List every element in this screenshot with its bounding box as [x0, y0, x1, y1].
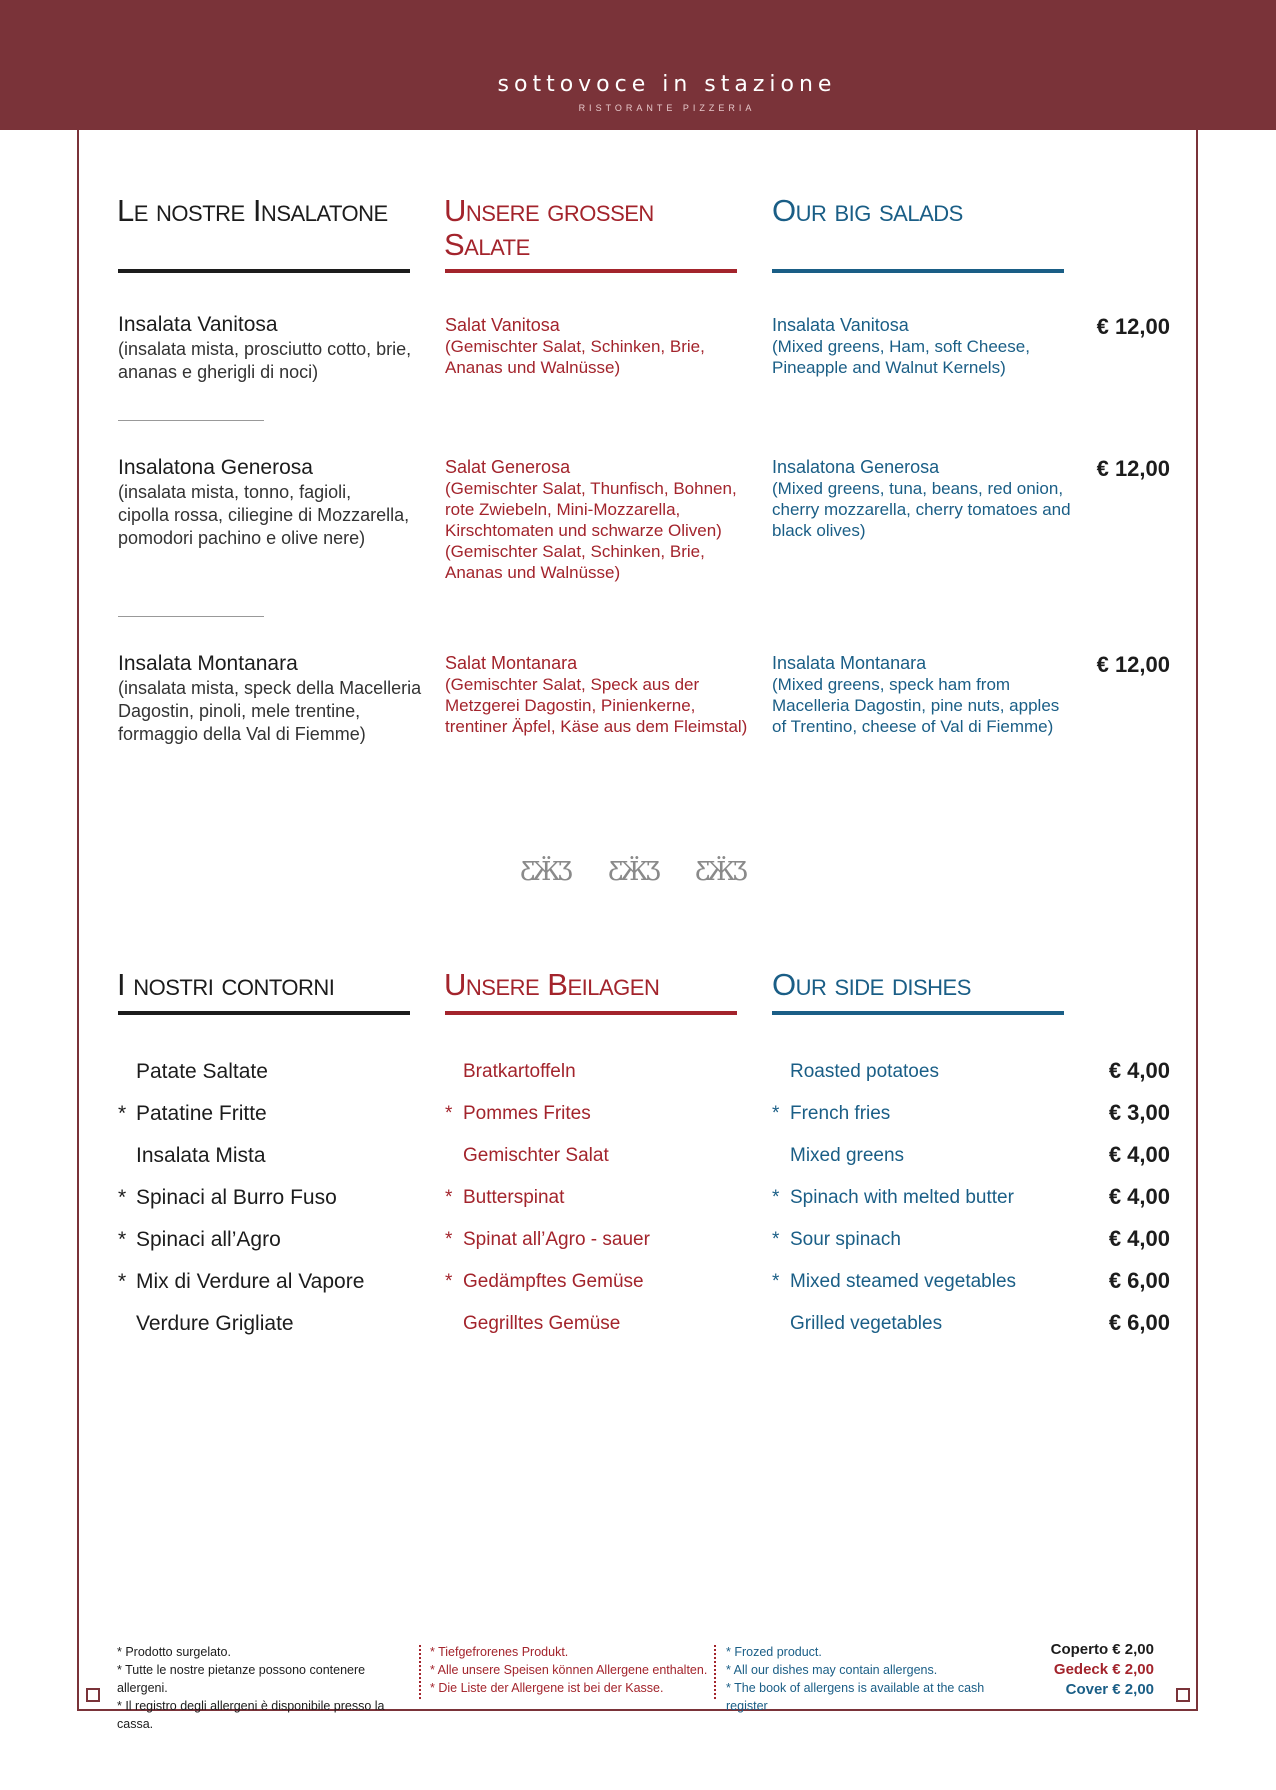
side-item-en [772, 1185, 1072, 1213]
side-item-label: Insalata Mista [136, 1144, 266, 1167]
side-item-label: Roasted potatoes [790, 1061, 939, 1082]
side-item-label: Verdure Grigliate [136, 1312, 294, 1335]
side-item-en [772, 1143, 1072, 1171]
side-item-de [445, 1059, 745, 1087]
salad-item-en: Insalata Montanara (Mixed greens, speck ham from Macelleria Dagostin, pine nuts, apples of Trentino, cheese of Val di Fiemme) [772, 653, 1060, 736]
side-item-it [118, 1142, 418, 1170]
price: € 4,00 [1108, 1142, 1170, 1167]
title-underline [118, 269, 410, 273]
side-item-label: Patatine Fritte [136, 1102, 267, 1125]
frozen-marker: * [445, 1229, 453, 1250]
price: € 3,00 [1108, 1100, 1170, 1125]
side-item-label: Grilled vegetables [790, 1313, 943, 1334]
side-item-en [772, 1311, 1072, 1339]
price: € 6,00 [1108, 1268, 1170, 1293]
footer-notes-de: * Tiefgefrorenes Produkt. * Alle unsere Speisen können Allergene enthalten. * Die Liste der Allergene ist bei der Kasse. [430, 1645, 708, 1695]
ornament-divider: ƸӜƷ [520, 857, 570, 887]
frame-corner-ornament [86, 1688, 100, 1702]
salad-item-de: Salat Vanitosa (Gemischter Salat, Schinken, Brie, Ananas und Walnüsse) [445, 315, 705, 377]
side-item-label: Mixed greens [790, 1145, 905, 1166]
price: € 12,00 [1096, 456, 1170, 481]
side-item-de [445, 1101, 745, 1129]
side-item-en [772, 1269, 1072, 1297]
brand-subtitle: RISTORANTE PIZZERIA [578, 103, 756, 113]
sides-title-de: Unsere Beilagen [444, 967, 660, 1002]
price: € 12,00 [1096, 314, 1170, 339]
side-item-it [118, 1226, 418, 1254]
side-item-label: Gemischter Salat [463, 1145, 609, 1166]
cover-charge: Coperto € 2,00 Gedeck € 2,00 Cover € 2,00 [1050, 1641, 1154, 1698]
side-item-label: Butterspinat [463, 1187, 565, 1208]
side-item-label: Mixed steamed vegetables [790, 1271, 1017, 1292]
frozen-marker: * [118, 1102, 127, 1125]
side-item-label: Mix di Verdure al Vapore [136, 1270, 365, 1293]
frozen-marker: * [772, 1229, 780, 1250]
frame-corner-ornament [1176, 1688, 1190, 1702]
footer-notes-en: * Frozed product. * All our dishes may contain allergens. * The book of allergens is available at the cash register [726, 1645, 985, 1713]
frozen-marker: * [772, 1187, 780, 1208]
salads-title-it: Le nostre Insalatone [117, 193, 388, 228]
side-item-de [445, 1185, 745, 1213]
salads-title-en: Our big salads [772, 193, 963, 228]
side-item-en [772, 1059, 1072, 1087]
footer-notes-it: * Prodotto surgelato. * Tutte le nostre pietanze possono contenere allergeni. * Il registro degli allergeni è disponibile presso la cassa. [117, 1645, 385, 1731]
price: € 12,00 [1096, 652, 1170, 677]
salad-item-it: Insalatona Generosa (insalata mista, tonno, fagioli, cipolla rossa, ciliegine di Mozzarella, pomodori pachino e olive nere) [118, 456, 410, 548]
frozen-marker: * [118, 1270, 127, 1293]
salad-item-it: Insalata Vanitosa (insalata mista, prosciutto cotto, brie, ananas e gherigli di noci) [118, 313, 412, 382]
frozen-marker: * [445, 1103, 453, 1124]
frozen-marker: * [772, 1271, 780, 1292]
side-item-label: Spinaci al Burro Fuso [136, 1186, 337, 1209]
price: € 4,00 [1108, 1226, 1170, 1251]
salad-item-de: Salat Generosa (Gemischter Salat, Thunfisch, Bohnen, rote Zwiebeln, Mini-Mozzarella, Kirschtomaten und schwarze Oliven) (Gemischter Salat, Schinken, Brie, Ananas und Walnüsse) [445, 457, 737, 582]
side-item-it [118, 1100, 418, 1128]
side-item-de [445, 1143, 745, 1171]
footer-separator [714, 1645, 716, 1699]
sides-title-it: I nostri contorni [117, 967, 335, 1002]
side-item-label: Pommes Frites [463, 1103, 591, 1124]
frozen-marker: * [445, 1271, 453, 1292]
side-item-de [445, 1269, 745, 1297]
side-item-label: Sour spinach [790, 1229, 901, 1250]
title-underline [445, 269, 737, 273]
side-item-de [445, 1311, 745, 1339]
salad-item-it: Insalata Montanara (insalata mista, speck della Macelleria Dagostin, pinoli, mele trentine, formaggio della Val di Fiemme) [118, 652, 422, 744]
title-underline [118, 1011, 410, 1015]
side-item-it [118, 1058, 418, 1086]
salad-item-en: Insalata Vanitosa (Mixed greens, Ham, soft Cheese, Pineapple and Walnut Kernels) [772, 315, 1030, 377]
side-item-it [118, 1310, 418, 1338]
price: € 4,00 [1108, 1184, 1170, 1209]
price: € 4,00 [1108, 1058, 1170, 1083]
salad-item-de: Salat Montanara (Gemischter Salat, Speck aus der Metzgerei Dagostin, Pinienkerne, trentiner Äpfel, Käse aus dem Fleimstal) [445, 653, 748, 736]
frozen-marker: * [118, 1186, 127, 1209]
ornament-divider: ƸӜƷ [608, 857, 658, 887]
title-underline [772, 269, 1064, 273]
title-underline [772, 1011, 1064, 1015]
side-item-en [772, 1227, 1072, 1255]
side-item-de [445, 1227, 745, 1255]
item-separator [118, 420, 264, 421]
item-separator [118, 616, 264, 617]
salads-title-de: Unsere grossen Salate [444, 193, 654, 262]
frozen-marker: * [445, 1187, 453, 1208]
frozen-marker: * [118, 1228, 127, 1251]
salad-item-en: Insalatona Generosa (Mixed greens, tuna, beans, red onion, cherry mozzarella, cherry tomatoes and black olives) [772, 457, 1071, 540]
side-item-it [118, 1184, 418, 1212]
side-item-label: French fries [790, 1103, 891, 1124]
side-item-label: Gegrilltes Gemüse [463, 1313, 621, 1334]
frozen-marker: * [772, 1103, 780, 1124]
footer-separator [419, 1645, 421, 1699]
ornament-divider: ƸӜƷ [695, 857, 745, 887]
side-item-label: Spinaci all’Agro [136, 1228, 281, 1251]
brand-name: sottovoce in stazione [497, 72, 837, 97]
side-item-label: Patate Saltate [136, 1060, 268, 1083]
side-item-label: Bratkartoffeln [463, 1061, 576, 1082]
side-item-label: Spinach with melted butter [790, 1187, 1014, 1208]
price: € 6,00 [1108, 1310, 1170, 1335]
side-item-it [118, 1268, 418, 1296]
side-item-en [772, 1101, 1072, 1129]
side-item-label: Spinat all’Agro - sauer [463, 1229, 650, 1250]
side-item-label: Gedämpftes Gemüse [463, 1271, 644, 1292]
title-underline [445, 1011, 737, 1015]
sides-title-en: Our side dishes [772, 967, 971, 1002]
